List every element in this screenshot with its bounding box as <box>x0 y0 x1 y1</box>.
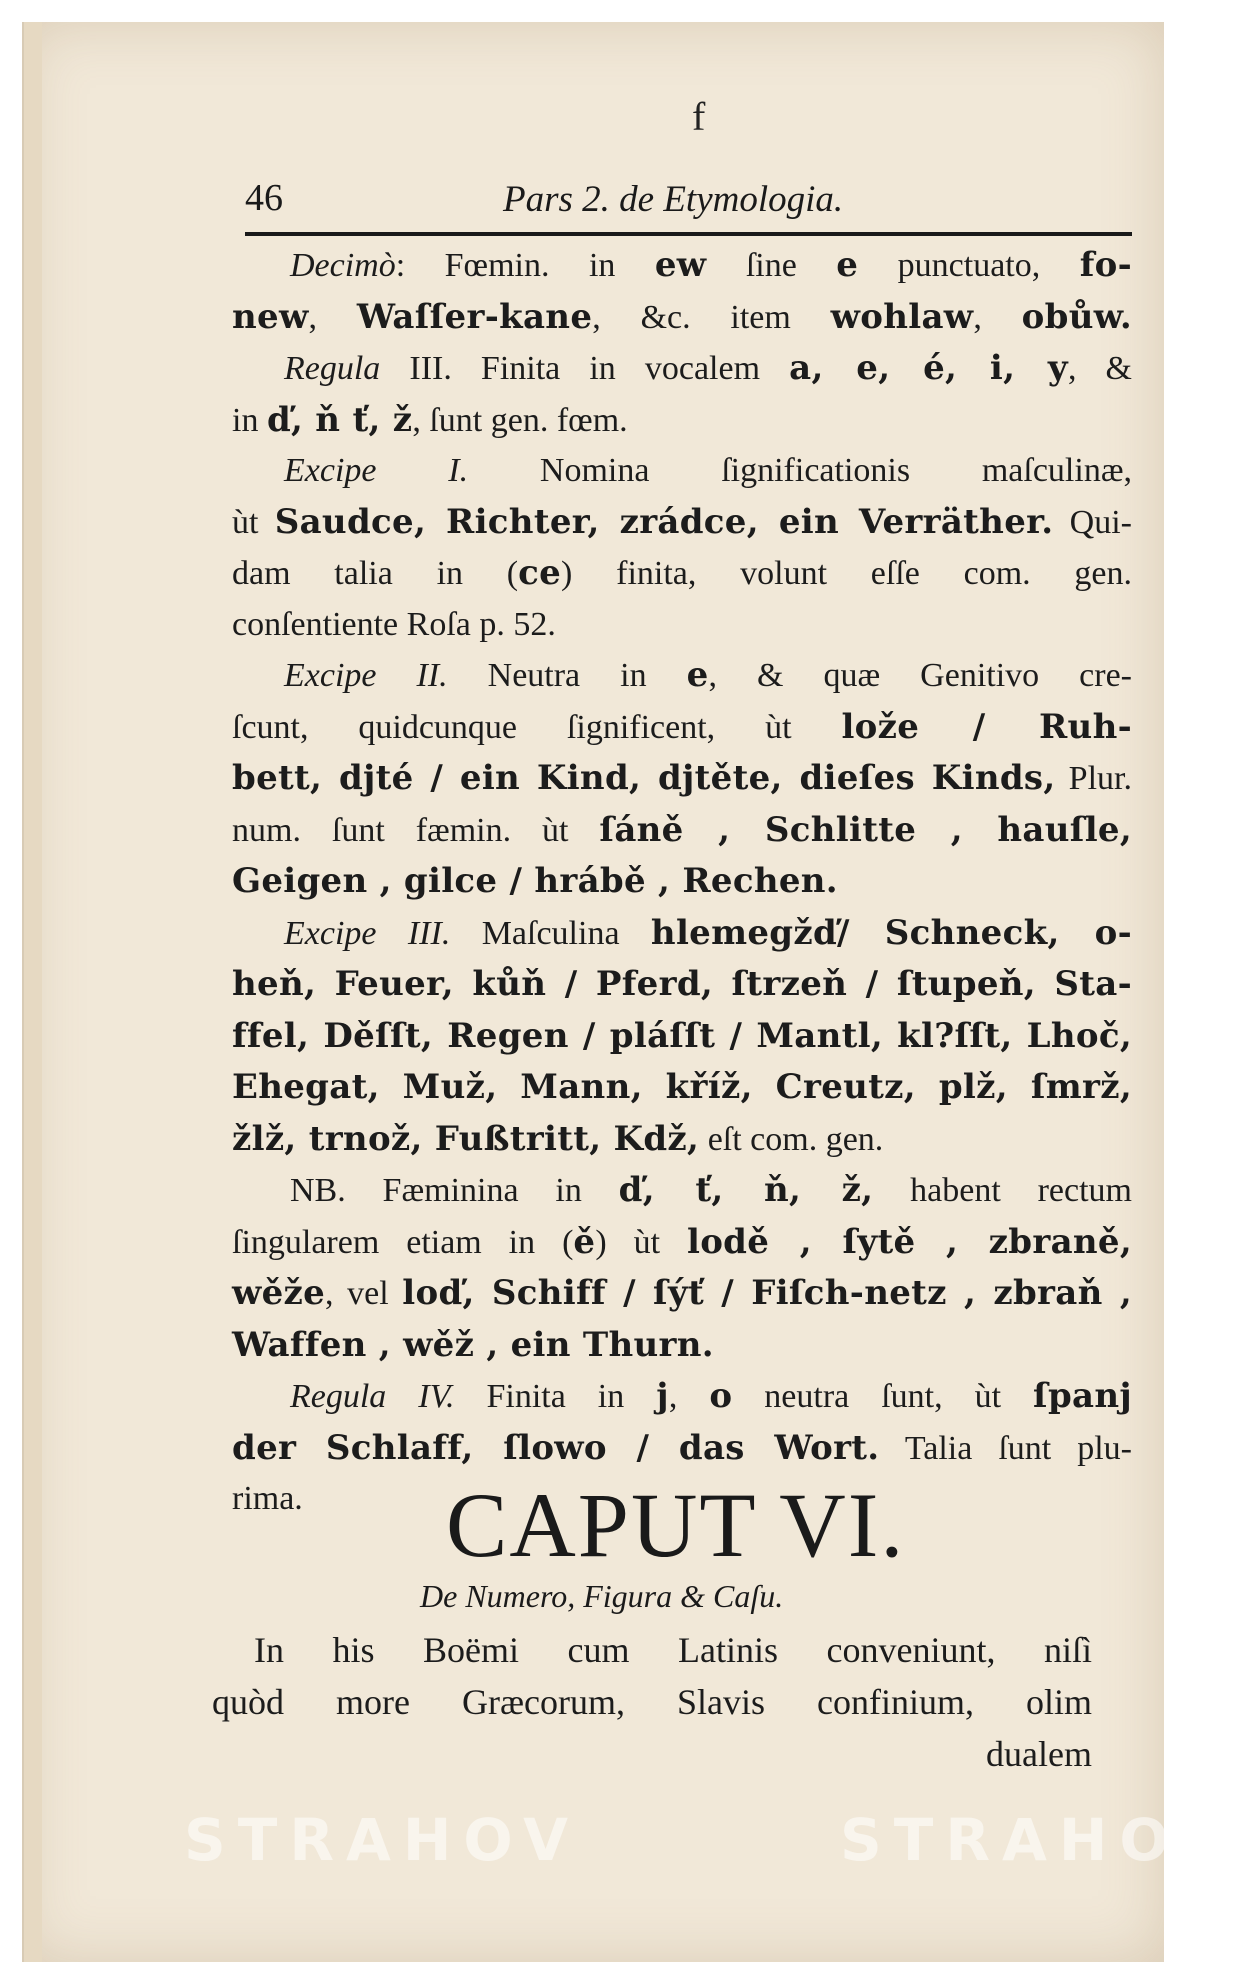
text-line: Excipe III. Maſculina hlemegžď/ Schneck, o- <box>284 912 1132 953</box>
text-line: num. ſunt fæmin. ùt ſáně , Schlitte , hauſle, <box>232 809 1132 850</box>
text-line: Waffen , wěž , ein Thurn. <box>232 1324 714 1365</box>
text-line: ùt Saudce, Richter, zrádce, ein Verräther. Qui- <box>232 501 1132 542</box>
text-line: quòd more Græcorum, Slavis confinium, olim <box>212 1682 1092 1722</box>
text-line: Ehegat, Muž, Mann, kříž, Creutz, plž, ſmrž, <box>232 1067 1132 1107</box>
page-gutter <box>24 22 42 1962</box>
library-watermark: STRAHOV <box>840 1806 1236 1874</box>
text-line: in ď, ň ť, ž, ſunt gen. fœm. <box>232 399 628 440</box>
text-line: Decimò: Fœmin. in ew ſine e punctuato, fo- <box>290 245 1133 285</box>
header-rule <box>245 232 1132 236</box>
page-number: 46 <box>245 177 283 219</box>
page-header <box>245 176 1125 232</box>
text-line: heň, Feuer, kůň / Pferd, ſtrzeň / ſtupeň, Sta- <box>232 964 1132 1004</box>
catchword: dualem <box>986 1734 1092 1774</box>
text-line: ſingularem etiam in (ě) ùt lodě , ſytě , zbraně, <box>232 1221 1132 1262</box>
text-line: In his Boëmi cum Latinis conveniunt, niſì <box>254 1630 1092 1670</box>
chapter-subtitle: De Numero, Figura & Caſu. <box>420 1578 784 1614</box>
library-watermark: STRAHOV <box>184 1806 581 1874</box>
text-line: Regula IV. Finita in j, o neutra ſunt, ùt ſpanj <box>290 1376 1132 1416</box>
text-line: conſentiente Roſa p. 52. <box>232 605 556 643</box>
text-line: žlž, trnož, Fußtritt, Kdž, eſt com. gen. <box>232 1118 884 1159</box>
text-line: bett, djté / ein Kind, djtěte, dieſes Kinds, Plur. <box>232 758 1132 798</box>
body-text <box>232 240 1132 1525</box>
text-line: ſcunt, quidcunque ſignificent, ùt lože / Ruh- <box>232 706 1133 747</box>
text-line: dam talia in (ce) finita, volunt eſſe com. gen. <box>232 553 1133 593</box>
text-line: rima. <box>232 1480 303 1517</box>
text-line: NB. Fæminina in ď, ť, ň, ž, habent rectum <box>290 1170 1132 1210</box>
running-title: Pars 2. de Etymologia. <box>503 179 844 220</box>
text-line: Excipe I. Nomina ſignificationis maſculinæ, <box>284 452 1133 489</box>
text-line: wěže, vel loď, Schiff / ſýť / Fiſch-netz , zbraň , <box>232 1273 1132 1313</box>
chapter-heading: CAPUT VI. <box>446 1474 906 1576</box>
text-line: Regula III. Finita in vocalem a, e, é, i, y, & <box>284 348 1133 388</box>
text-line: der Schlaff, ſlowo / das Wort. Talia ſunt plu- <box>232 1427 1133 1468</box>
text-line: new, Waſſer-kane, &c. item wohlaw, obůw. <box>232 296 1133 337</box>
top-mark: f <box>692 94 706 139</box>
chapter-text <box>212 1624 1092 1780</box>
text-line: Excipe II. Neutra in e, & quæ Genitivo cre- <box>284 655 1132 695</box>
text-line: Geigen , gilce / hrábě , Rechen. <box>232 861 838 901</box>
text-line: ffel, Děſſt, Regen / pláſſt / Mantl, kl?ſſt, Lhoč, <box>232 1015 1132 1056</box>
